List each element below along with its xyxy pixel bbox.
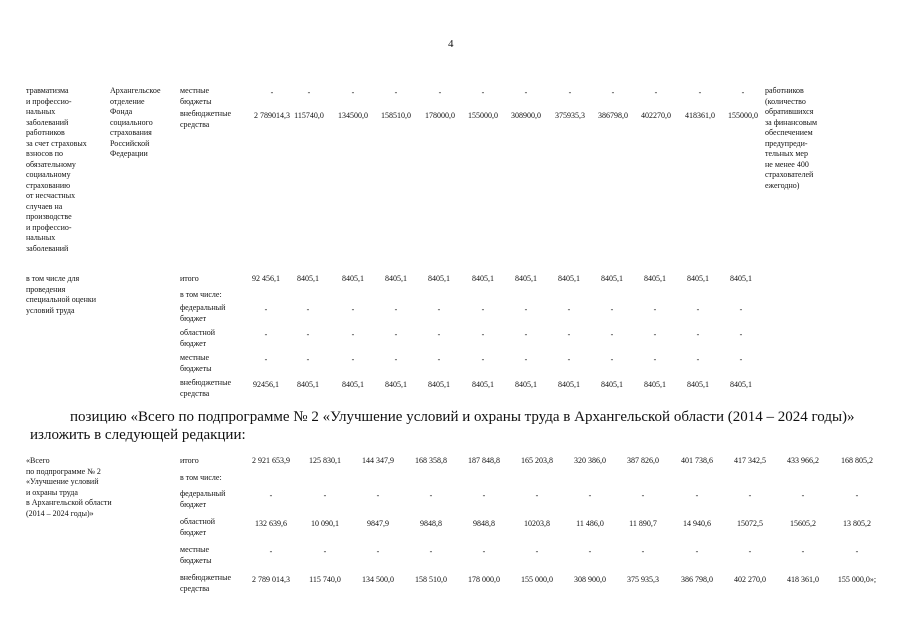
table-cell: 9848,8: [420, 519, 442, 528]
table-cell: 8405,1: [601, 380, 623, 389]
table-cell: 8405,1: [730, 380, 752, 389]
table-cell: 115740,0: [294, 111, 324, 120]
table-cell: -: [351, 330, 355, 339]
table-cell: 8405,1: [428, 274, 450, 283]
table-cell: -: [567, 355, 571, 364]
table-cell: 387 826,0: [627, 456, 659, 465]
paragraph-line-2: изложить в следующей редакции:: [30, 427, 246, 443]
table-cell: -: [641, 547, 645, 556]
table-cell: 134500,0: [338, 111, 368, 120]
result-indicator-line: работников: [765, 86, 804, 95]
table-cell: -: [264, 355, 268, 364]
table-cell: -: [696, 355, 700, 364]
table-cell: 11 890,7: [629, 519, 657, 528]
table-cell: 418 361,0: [787, 575, 819, 584]
table-cell: -: [654, 88, 658, 97]
table-cell: -: [438, 88, 442, 97]
table-cell: 9848,8: [473, 519, 495, 528]
table-cell: -: [481, 355, 485, 364]
table-cell: 401 738,6: [681, 456, 713, 465]
table-cell: -: [739, 355, 743, 364]
subprogram-line: специальной оценки: [26, 295, 97, 304]
source-label: местные: [180, 86, 210, 95]
table-cell: 10203,8: [524, 519, 550, 528]
table-cell: -: [568, 88, 572, 97]
source-label: бюджеты: [180, 96, 212, 106]
table-cell: 132 639,6: [255, 519, 287, 528]
table-cell: -: [437, 305, 441, 314]
table-cell: -: [588, 547, 592, 556]
total-label-line: «Всего: [26, 456, 50, 465]
table-cell: -: [306, 330, 310, 339]
program-name-line: травматизма: [26, 86, 69, 95]
table-cell: -: [264, 330, 268, 339]
total-label-line: и охраны труда: [26, 487, 78, 497]
table-cell: 8405,1: [297, 380, 319, 389]
table-cell: 386798,0: [598, 111, 628, 120]
table-cell: -: [307, 88, 311, 97]
program-name-line: заболеваний: [26, 117, 69, 127]
table-cell: -: [306, 305, 310, 314]
table-cell: -: [739, 305, 743, 314]
page-number: 4: [448, 38, 454, 50]
table-cell: 92 456,1: [252, 274, 280, 283]
total-label-line: в Архангельской области: [26, 498, 112, 507]
result-indicator-line: за финансовым: [765, 117, 818, 127]
total-label-line: (2014 – 2024 годы)»: [26, 508, 94, 518]
program-name-line: взносов по: [26, 149, 64, 158]
source-label: в том числе:: [180, 290, 222, 299]
table-cell: -: [801, 547, 805, 556]
table-cell: -: [482, 547, 486, 556]
source-label: бюджеты: [180, 555, 212, 565]
subprogram-line: проведения: [26, 284, 66, 294]
paragraph-line-1: позицию «Всего по подпрограмме № 2 «Улучшение условий и охраны труда в Архангельской области (2014 – 2024 годы)»: [70, 409, 855, 425]
table-cell: -: [269, 547, 273, 556]
program-name-line: нальных: [26, 107, 56, 116]
program-name-line: нальных: [26, 233, 56, 242]
table-cell: -: [610, 305, 614, 314]
table-cell: 8405,1: [385, 380, 407, 389]
table-cell: -: [481, 88, 485, 97]
table-cell: -: [610, 355, 614, 364]
table-cell: 308 900,0: [574, 575, 606, 584]
table-cell: -: [698, 88, 702, 97]
source-label: итого: [180, 274, 199, 283]
source-label: средства: [180, 388, 210, 398]
subprogram-line: в том числе для: [26, 274, 80, 283]
table-cell: -: [351, 88, 355, 97]
table-cell: 14 940,6: [683, 519, 711, 528]
table-cell: -: [351, 305, 355, 314]
table-cell: -: [567, 305, 571, 314]
table-cell: 8405,1: [644, 380, 666, 389]
table-cell: 402270,0: [641, 111, 671, 120]
table-cell: 168 805,2: [841, 456, 873, 465]
table-cell: -: [588, 491, 592, 500]
table-cell: 144 347,9: [362, 456, 394, 465]
total-label-line: по подпрограмме № 2: [26, 466, 101, 476]
executor-line: Российской: [110, 138, 150, 148]
table-cell: 8405,1: [601, 274, 623, 283]
table-cell: 13 805,2: [843, 519, 871, 528]
table-cell: 187 848,8: [468, 456, 500, 465]
program-name-line: и профессио-: [26, 96, 72, 106]
table-cell: 8405,1: [687, 274, 709, 283]
table-cell: 8405,1: [472, 274, 494, 283]
table-cell: -: [567, 330, 571, 339]
source-label: бюджеты: [180, 363, 212, 373]
table-cell: -: [437, 330, 441, 339]
executor-line: Федерации: [110, 149, 148, 158]
executor-line: страхования: [110, 128, 152, 137]
table-cell: 308900,0: [511, 111, 541, 120]
table-cell: -: [323, 547, 327, 556]
source-label: федеральный: [180, 489, 226, 498]
program-name-line: обязательному: [26, 159, 76, 169]
program-name-line: и профессио-: [26, 222, 72, 232]
table-cell: 8405,1: [297, 274, 319, 283]
table-cell: 433 966,2: [787, 456, 819, 465]
table-cell: -: [429, 547, 433, 556]
table-cell: -: [270, 88, 274, 97]
source-label: бюджет: [180, 313, 207, 323]
subprogram-line: условий труда: [26, 305, 75, 315]
source-label: бюджет: [180, 338, 207, 348]
table-cell: 8405,1: [428, 380, 450, 389]
table-cell: 2 789 014,3: [252, 575, 290, 584]
executor-line: отделение: [110, 96, 145, 106]
table-cell: 15605,2: [790, 519, 816, 528]
source-label: бюджет: [180, 527, 207, 537]
table-cell: -: [696, 330, 700, 339]
table-cell: -: [653, 330, 657, 339]
table-cell: 8405,1: [515, 274, 537, 283]
table-cell: -: [394, 88, 398, 97]
program-name-line: заболеваний: [26, 243, 69, 253]
result-indicator-line: предупреди-: [765, 138, 808, 148]
source-label: внебюджетные: [180, 109, 231, 118]
table-cell: 178 000,0: [468, 575, 500, 584]
source-label: областной: [180, 517, 216, 526]
table-cell: -: [264, 305, 268, 314]
table-cell: 134 500,0: [362, 575, 394, 584]
table-cell: 125 830,1: [309, 456, 341, 465]
source-label: областной: [180, 328, 216, 337]
source-label: итого: [180, 456, 199, 465]
table-cell: 8405,1: [644, 274, 666, 283]
table-cell: -: [641, 491, 645, 500]
table-cell: 15072,5: [737, 519, 763, 528]
table-cell: 375 935,3: [627, 575, 659, 584]
table-cell: 8405,1: [558, 274, 580, 283]
source-label: местные: [180, 353, 210, 362]
table-cell: 155 000,0: [521, 575, 553, 584]
table-cell: 8405,1: [515, 380, 537, 389]
table-cell: 418361,0: [685, 111, 715, 120]
table-cell: -: [855, 547, 859, 556]
table-cell: 155000,0: [728, 111, 758, 120]
table-cell: 92456,1: [253, 380, 279, 389]
table-cell: 320 386,0: [574, 456, 606, 465]
program-name-line: страхованию: [26, 180, 71, 190]
table-cell: -: [524, 305, 528, 314]
table-cell: -: [695, 491, 699, 500]
table-cell: 8405,1: [472, 380, 494, 389]
table-cell: 8405,1: [342, 380, 364, 389]
source-label: в том числе:: [180, 473, 222, 482]
table-cell: -: [741, 88, 745, 97]
table-cell: -: [481, 330, 485, 339]
table-cell: 402 270,0: [734, 575, 766, 584]
table-cell: -: [524, 355, 528, 364]
source-label: внебюджетные: [180, 573, 231, 582]
executor-line: Архангельское: [110, 86, 161, 95]
table-cell: -: [695, 547, 699, 556]
table-cell: -: [610, 330, 614, 339]
table-cell: 8405,1: [342, 274, 364, 283]
table-cell: 11 486,0: [576, 519, 604, 528]
table-cell: -: [653, 305, 657, 314]
source-label: внебюджетные: [180, 378, 231, 387]
table-cell: 2 789014,3: [254, 111, 290, 120]
table-cell: 155 000,0»;: [837, 575, 877, 584]
executor-line: социального: [110, 117, 153, 127]
table-cell: 115 740,0: [309, 575, 341, 584]
table-cell: 155000,0: [468, 111, 498, 120]
table-cell: -: [611, 88, 615, 97]
table-cell: 417 342,5: [734, 456, 766, 465]
table-cell: 165 203,8: [521, 456, 553, 465]
table-cell: -: [524, 330, 528, 339]
total-label-line: «Улучшение условий: [26, 477, 99, 486]
source-label: бюджет: [180, 499, 207, 509]
table-cell: 158510,0: [381, 111, 411, 120]
result-indicator-line: тельных мер: [765, 149, 808, 158]
source-label: средства: [180, 119, 210, 129]
result-indicator-line: (количество: [765, 96, 806, 106]
program-name-line: случаев на: [26, 201, 63, 211]
table-cell: -: [739, 330, 743, 339]
program-name-line: социальному: [26, 170, 71, 179]
result-indicator-line: обратившихся: [765, 107, 814, 116]
table-cell: 2 921 653,9: [252, 456, 290, 465]
result-indicator-line: не менее 400: [765, 159, 809, 169]
table-cell: -: [437, 355, 441, 364]
program-name-line: производстве: [26, 212, 72, 221]
source-label: средства: [180, 583, 210, 593]
table-cell: 168 358,8: [415, 456, 447, 465]
table-cell: -: [351, 355, 355, 364]
table-cell: 178000,0: [425, 111, 455, 120]
source-label: местные: [180, 545, 210, 554]
executor-line: Фонда: [110, 107, 133, 116]
table-cell: 375935,3: [555, 111, 585, 120]
program-name-line: от несчастных: [26, 191, 76, 200]
program-name-line: работников: [26, 128, 65, 137]
table-cell: -: [855, 491, 859, 500]
table-cell: -: [376, 491, 380, 500]
table-cell: -: [269, 491, 273, 500]
table-cell: 8405,1: [558, 380, 580, 389]
result-indicator-line: ежегодно): [765, 180, 800, 190]
table-cell: -: [748, 491, 752, 500]
table-cell: -: [394, 355, 398, 364]
table-cell: -: [524, 88, 528, 97]
table-cell: -: [535, 491, 539, 500]
table-cell: 10 090,1: [311, 519, 339, 528]
table-cell: -: [323, 491, 327, 500]
table-cell: 8405,1: [730, 274, 752, 283]
table-cell: 8405,1: [385, 274, 407, 283]
table-cell: -: [482, 491, 486, 500]
result-indicator-line: страхователей: [765, 170, 814, 179]
table-cell: -: [394, 305, 398, 314]
table-cell: 8405,1: [687, 380, 709, 389]
table-cell: -: [653, 355, 657, 364]
table-cell: -: [306, 355, 310, 364]
table-cell: -: [376, 547, 380, 556]
table-cell: -: [748, 547, 752, 556]
table-cell: -: [696, 305, 700, 314]
program-name-line: за счет страховых: [26, 138, 87, 148]
source-label: федеральный: [180, 303, 226, 312]
table-cell: -: [535, 547, 539, 556]
table-cell: 158 510,0: [415, 575, 447, 584]
table-cell: -: [801, 491, 805, 500]
table-cell: 9847,9: [367, 519, 389, 528]
table-cell: -: [481, 305, 485, 314]
table-cell: -: [394, 330, 398, 339]
table-cell: 386 798,0: [681, 575, 713, 584]
result-indicator-line: обеспечением: [765, 128, 813, 137]
table-cell: -: [429, 491, 433, 500]
